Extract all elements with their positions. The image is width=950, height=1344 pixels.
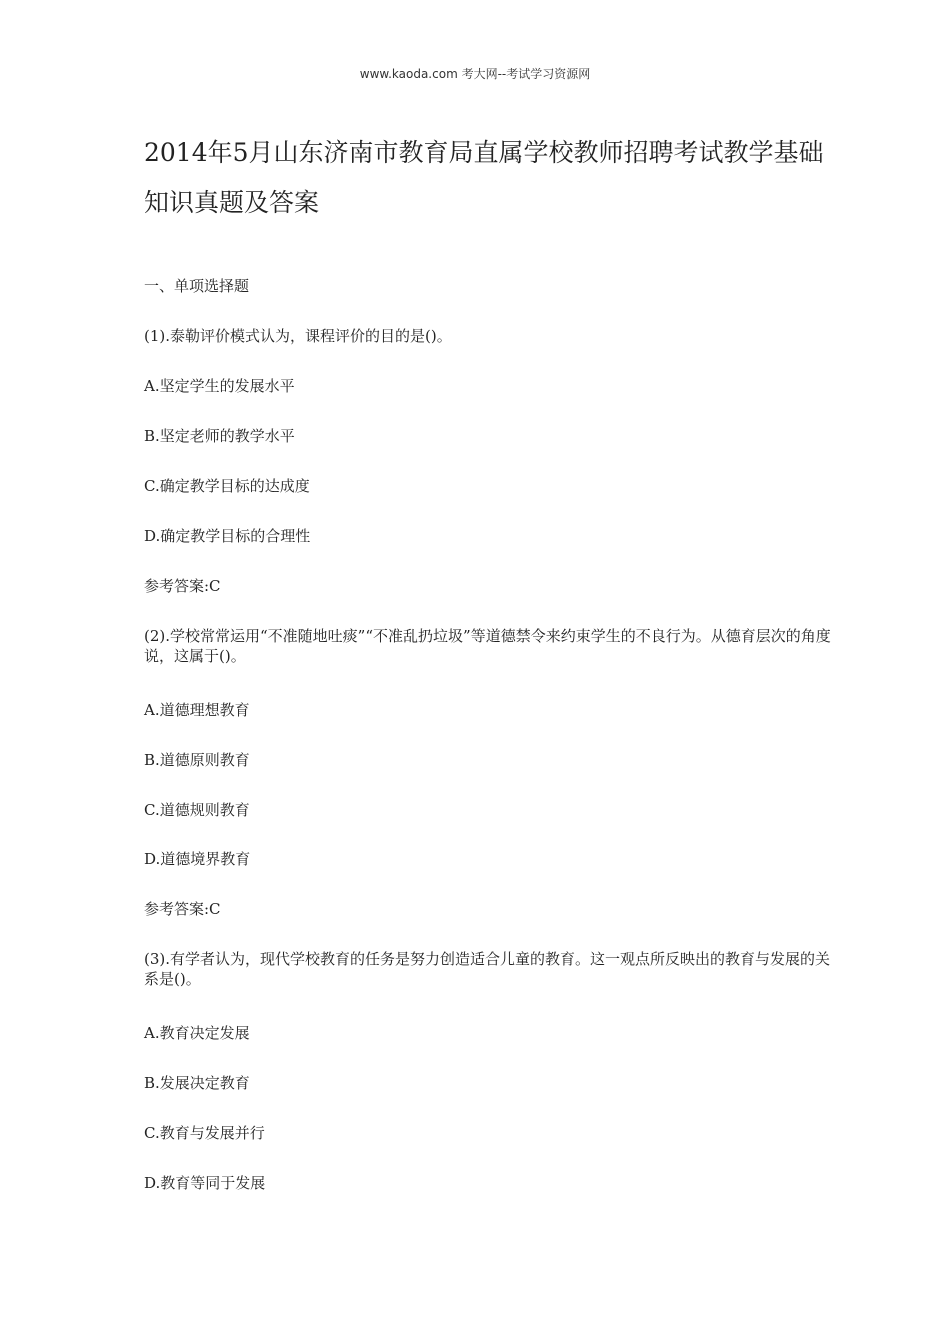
question-1-answer: 参考答案:C: [144, 577, 221, 595]
question-3-option-a: A.教育决定发展: [144, 1024, 250, 1042]
question-2-option-c: C.道德规则教育: [144, 801, 250, 819]
question-2-stem: (2).学校常常运用“不准随地吐痰”“不准乱扔垃圾”等道德禁令来约束学生的不良行为。从德育层次的角度说，这属于()。: [144, 627, 831, 665]
question-2-answer: 参考答案:C: [144, 900, 221, 918]
question-1-option-b: B.坚定老师的教学水平: [144, 427, 295, 445]
question-3-option-b: B.发展决定教育: [144, 1074, 250, 1092]
section-heading: 一、单项选择题: [144, 277, 250, 295]
question-2-option-a: A.道德理想教育: [144, 701, 250, 719]
question-1-option-d: D.确定教学目标的合理性: [144, 527, 311, 545]
document-title: 2014年5月山东济南市教育局直属学校教师招聘考试教学基础知识真题及答案: [144, 138, 824, 217]
question-1-option-c: C.确定教学目标的达成度: [144, 477, 310, 495]
question-2-option-d: D.道德境界教育: [144, 850, 251, 868]
question-1-stem: (1).泰勒评价模式认为，课程评价的目的是()。: [144, 327, 452, 345]
question-2-option-b: B.道德原则教育: [144, 751, 250, 769]
question-1-option-a: A.坚定学生的发展水平: [144, 377, 295, 395]
question-3-stem: (3).有学者认为，现代学校教育的任务是努力创造适合儿童的教育。这一观点所反映出的教育与发展的关系是()。: [144, 950, 831, 988]
question-3-option-c: C.教育与发展并行: [144, 1124, 265, 1142]
page-header: www.kaoda.com 考大网--考试学习资源网: [359, 67, 591, 81]
question-3-option-d: D.教育等同于发展: [144, 1174, 266, 1192]
